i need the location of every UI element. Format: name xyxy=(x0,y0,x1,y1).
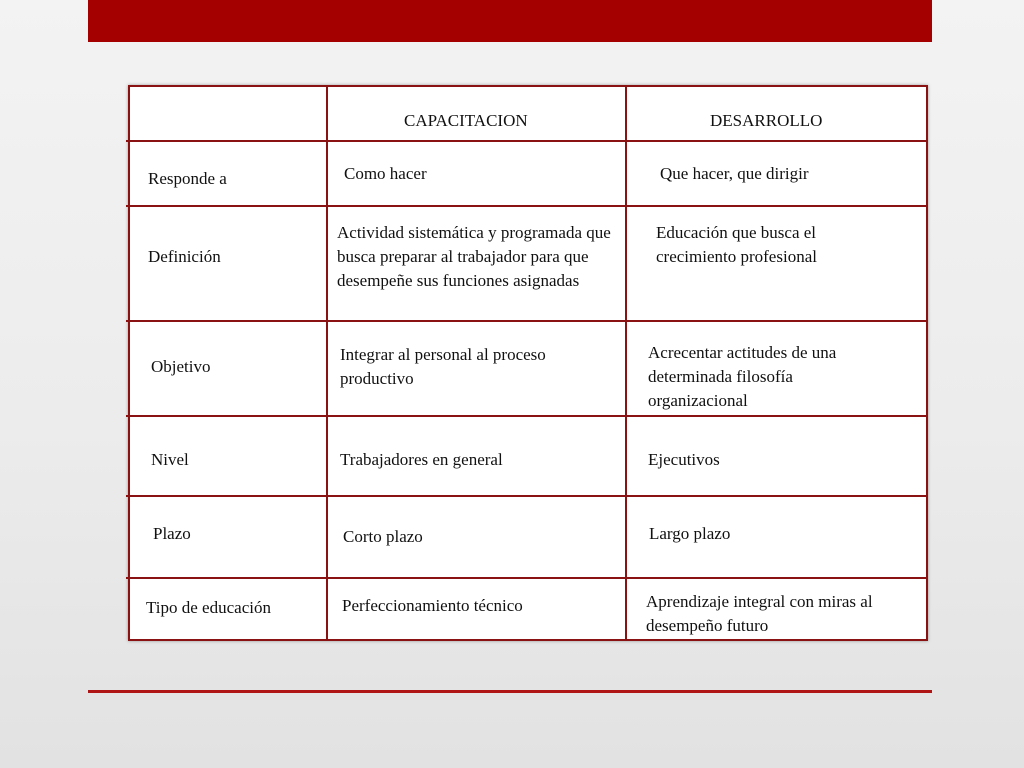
row-divider xyxy=(126,205,926,207)
row-label-responde-a: Responde a xyxy=(148,169,227,188)
column-divider xyxy=(625,87,627,639)
row-divider xyxy=(126,320,926,322)
cell-desarrollo: Que hacer, que dirigir xyxy=(660,164,809,183)
row-label-objetivo: Objetivo xyxy=(151,357,211,376)
cell-desarrollo: Largo plazo xyxy=(649,524,731,543)
row-label-definicion: Definición xyxy=(148,247,221,266)
cell-capacitacion: Perfeccionamiento técnico xyxy=(342,596,523,615)
cell-capacitacion: Corto plazo xyxy=(343,527,423,546)
cell-capacitacion: Actividad sistemática y programada que busca preparar al trabajador para que desempeñe sus funciones asignadas xyxy=(337,223,611,290)
row-label-plazo: Plazo xyxy=(153,524,191,543)
header-desarrollo: DESARROLLO xyxy=(710,111,823,130)
cell-capacitacion: Integrar al personal al proceso productivo xyxy=(340,345,546,388)
cell-desarrollo: Ejecutivos xyxy=(648,450,720,469)
row-divider xyxy=(126,577,926,579)
bottom-accent-rule xyxy=(88,690,932,693)
comparison-table xyxy=(128,85,928,641)
top-accent-bar xyxy=(88,0,932,42)
row-label-nivel: Nivel xyxy=(151,450,189,469)
row-label-tipo-de-educacion: Tipo de educación xyxy=(146,598,271,617)
cell-capacitacion: Trabajadores en general xyxy=(340,450,503,469)
cell-desarrollo: Aprendizaje integral con miras al desempeño futuro xyxy=(646,592,873,635)
cell-desarrollo: Educación que busca el crecimiento profesional xyxy=(656,223,817,266)
cell-capacitacion: Como hacer xyxy=(344,164,427,183)
column-divider xyxy=(326,87,328,639)
header-capacitacion: CAPACITACION xyxy=(404,111,528,130)
row-divider xyxy=(126,495,926,497)
row-divider xyxy=(126,415,926,417)
cell-desarrollo: Acrecentar actitudes de una determinada filosofía organizacional xyxy=(648,343,837,410)
row-divider xyxy=(126,140,926,142)
